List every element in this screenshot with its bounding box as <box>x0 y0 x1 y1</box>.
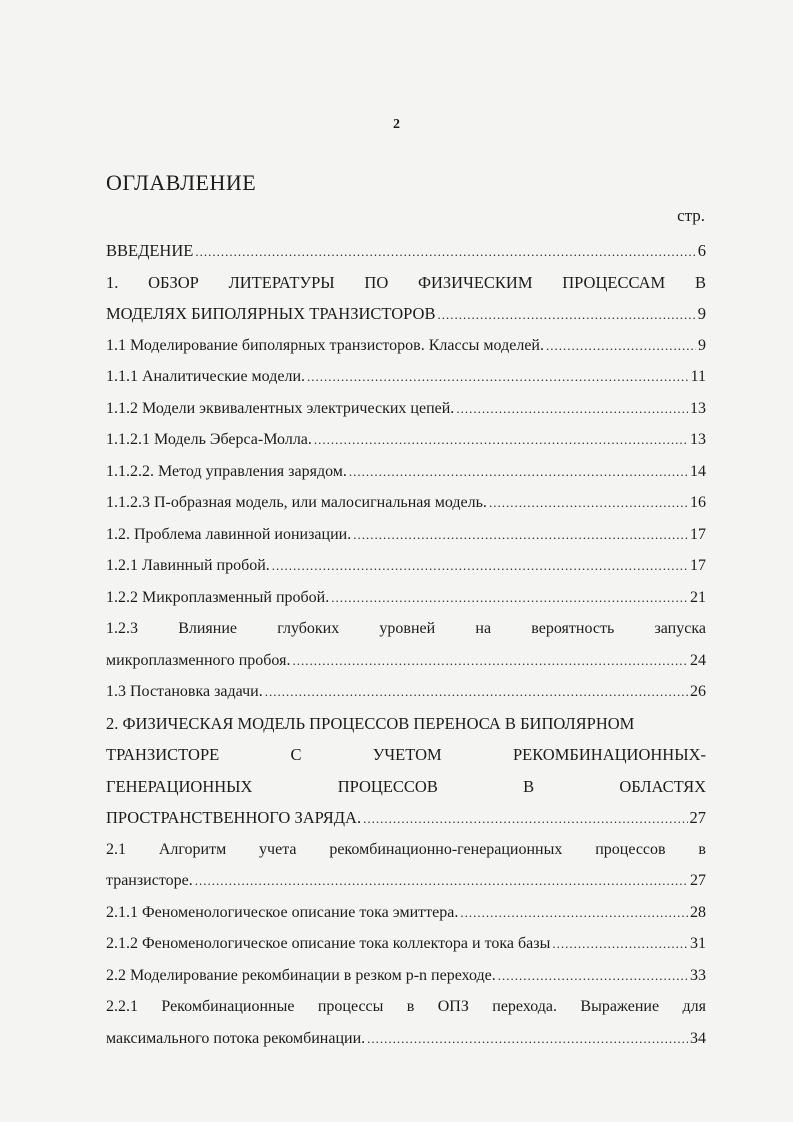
toc-entry-2-1-line1 <box>106 834 706 866</box>
dot-leader <box>546 330 696 362</box>
toc-entry-page: 26 <box>690 683 706 700</box>
toc-word: перехода. <box>492 998 557 1015</box>
dot-leader <box>349 456 688 488</box>
toc-entry-ch2-line2 <box>106 739 706 771</box>
dot-leader <box>437 299 695 331</box>
toc-word: 2.2.1 <box>106 998 138 1015</box>
dot-leader <box>498 960 688 992</box>
toc-entry-page: 9 <box>698 336 706 354</box>
toc-entry-1-1-2 <box>106 393 706 425</box>
toc-word: Влияние <box>178 620 238 637</box>
toc-word: В <box>523 776 535 796</box>
toc-entry-2-2-1-line1 <box>106 991 706 1023</box>
toc-entry-title: 1.1.1 Аналитические модели. <box>106 368 305 385</box>
toc-word: ПРОЦЕССАМ <box>562 272 666 292</box>
toc-word: глубоких <box>277 620 340 637</box>
toc-word: С <box>290 745 302 764</box>
toc-word: В <box>694 272 706 292</box>
dot-leader <box>265 676 688 708</box>
toc-entry-1-1-1 <box>106 361 706 393</box>
toc-word: 2.1 <box>106 840 126 858</box>
toc-entry-page: 13 <box>690 399 706 417</box>
toc-entry-page: 11 <box>690 368 706 385</box>
toc-word: учета <box>259 840 297 858</box>
toc-entry-page: 13 <box>690 431 706 448</box>
toc-entry-1-2-3-line1 <box>106 613 706 645</box>
page-title: ОГЛАВЛЕНИЕ <box>106 170 257 195</box>
toc-entry-title: 2. ФИЗИЧЕСКАЯ МОДЕЛЬ ПРОЦЕССОВ ПЕРЕНОСА В БИПОЛЯРНОМ <box>106 713 635 733</box>
dot-leader <box>460 897 688 929</box>
dot-leader <box>195 865 688 897</box>
toc-word: вероятность <box>531 620 615 637</box>
dot-leader <box>363 803 687 835</box>
toc-entry-page: 34 <box>690 1029 706 1047</box>
pages-column-label: стр. <box>677 206 705 225</box>
toc-entry-2-1-1 <box>106 897 706 929</box>
toc-entry-page: 16 <box>690 494 706 511</box>
toc-word: рекомбинационно-генерационных <box>329 840 563 858</box>
dot-leader <box>367 1023 688 1055</box>
dot-leader <box>489 487 688 519</box>
toc-entry-ch1-line2 <box>106 298 706 330</box>
toc-entry-page: 14 <box>690 462 706 480</box>
toc-entry-title: 1.1.2.3 П-образная модель, или малосигнальная модель. <box>106 494 487 511</box>
toc-entry-title: 1.2.2 Микроплазменный пробой. <box>106 588 330 606</box>
toc-entry-page: 27 <box>690 872 706 889</box>
table-of-contents <box>106 235 706 1054</box>
toc-entry-ch2-line4 <box>106 802 706 834</box>
dot-leader <box>272 550 688 582</box>
toc-entry-vvedenie <box>106 235 706 267</box>
toc-entry-1-2 <box>106 519 706 551</box>
toc-word: ФИЗИЧЕСКИМ <box>417 272 533 292</box>
toc-word: УЧЕТОМ <box>372 745 442 764</box>
toc-entry-ch2-line1 <box>106 708 706 740</box>
toc-word: для <box>682 998 706 1015</box>
toc-word: ПРОЦЕССОВ <box>337 776 438 796</box>
dot-leader <box>456 393 688 425</box>
toc-entry-1-1-2-1 <box>106 424 706 456</box>
toc-entry-title: 2.1.1 Феноменологическое описание тока эмиттера. <box>106 903 459 921</box>
toc-entry-page: 28 <box>690 903 706 921</box>
dot-leader <box>307 361 689 393</box>
dot-leader <box>331 582 688 614</box>
toc-word: 1.2.3 <box>106 620 138 637</box>
dot-leader <box>552 928 688 960</box>
dot-leader <box>292 645 688 677</box>
page-number: 2 <box>393 117 400 132</box>
toc-entry-1-1 <box>106 330 706 362</box>
toc-entry-page: 9 <box>697 304 706 323</box>
toc-entry-page: 31 <box>690 935 706 952</box>
toc-entry-title: 1.1.2.1 Модель Эберса-Молла. <box>106 431 312 448</box>
toc-entry-page: 33 <box>690 966 706 984</box>
toc-entry-title: 1.2. Проблема лавинной ионизации. <box>106 525 352 543</box>
toc-entry-2-1-line2 <box>106 865 706 897</box>
toc-word: Алгоритм <box>158 840 227 858</box>
toc-entry-2-2-1-line2 <box>106 1023 706 1055</box>
toc-entry-ch2-line3 <box>106 771 706 803</box>
toc-entry-page: 17 <box>690 525 706 543</box>
toc-word: ПО <box>364 272 389 292</box>
toc-word: на <box>475 620 492 637</box>
toc-word: Рекомбинационные <box>161 998 295 1015</box>
toc-entry-title: 1.2.1 Лавинный пробой. <box>106 557 270 574</box>
toc-word: процессы <box>317 998 384 1015</box>
toc-entry-title: 2.1.2 Феноменологическое описание тока коллектора и тока базы <box>106 935 551 952</box>
dot-leader <box>314 424 688 456</box>
toc-entry-title: микроплазменного пробоя. <box>106 651 291 669</box>
toc-entry-title: 1.1.2.2. Метод управления зарядом. <box>106 462 347 480</box>
toc-entry-page: 21 <box>690 588 706 606</box>
toc-word: 1. <box>106 272 119 292</box>
toc-entry-1-1-2-3 <box>106 487 706 519</box>
toc-word: ЛИТЕРАТУРЫ <box>228 272 335 292</box>
toc-entry-page: 6 <box>697 241 706 260</box>
toc-word: ОБЛАСТЯХ <box>619 776 706 796</box>
toc-word: РЕКОМБИНАЦИОННЫХ- <box>512 745 706 764</box>
toc-entry-2-1-2 <box>106 928 706 960</box>
toc-entry-1-2-1 <box>106 550 706 582</box>
toc-entry-title: МОДЕЛЯХ БИПОЛЯРНЫХ ТРАНЗИСТОРОВ <box>106 304 436 323</box>
toc-word: ГЕНЕРАЦИОННЫХ <box>106 776 253 796</box>
toc-entry-1-2-3-line2 <box>106 645 706 677</box>
toc-word: в <box>698 840 706 858</box>
toc-entry-2-2 <box>106 960 706 992</box>
toc-word: запуска <box>654 620 706 637</box>
toc-word: процессов <box>595 840 666 858</box>
toc-entry-ch1-line1 <box>106 267 706 299</box>
toc-entry-title: ПРОСТРАНСТВЕННОГО ЗАРЯДА. <box>106 808 362 827</box>
toc-word: в <box>406 998 415 1015</box>
toc-word: ТРАНЗИСТОРЕ <box>106 745 220 764</box>
toc-entry-title: максимального потока рекомбинации. <box>106 1029 366 1047</box>
toc-entry-1-3 <box>106 676 706 708</box>
toc-entry-title: ВВЕДЕНИЕ <box>106 241 194 260</box>
dot-leader <box>195 236 695 268</box>
toc-entry-title: транзисторе. <box>106 872 193 889</box>
toc-word: ОБЗОР <box>148 272 199 292</box>
toc-entry-title: 2.2 Моделирование рекомбинации в резком p-n переходе. <box>106 966 496 984</box>
toc-entry-page: 24 <box>690 651 706 669</box>
toc-entry-1-1-2-2 <box>106 456 706 488</box>
toc-entry-page: 27 <box>689 808 706 827</box>
toc-entry-title: 1.1.2 Модели эквивалентных электрических цепей. <box>106 399 455 417</box>
toc-entry-title: 1.1 Моделирование биполярных транзисторов. Классы моделей. <box>106 336 544 354</box>
toc-word: ОПЗ <box>437 998 469 1015</box>
toc-entry-page: 17 <box>690 557 706 574</box>
toc-entry-title: 1.3 Постановка задачи. <box>106 683 263 700</box>
toc-word: Выражение <box>580 998 660 1015</box>
dot-leader <box>353 519 688 551</box>
toc-entry-1-2-2 <box>106 582 706 614</box>
toc-word: уровней <box>379 620 436 637</box>
